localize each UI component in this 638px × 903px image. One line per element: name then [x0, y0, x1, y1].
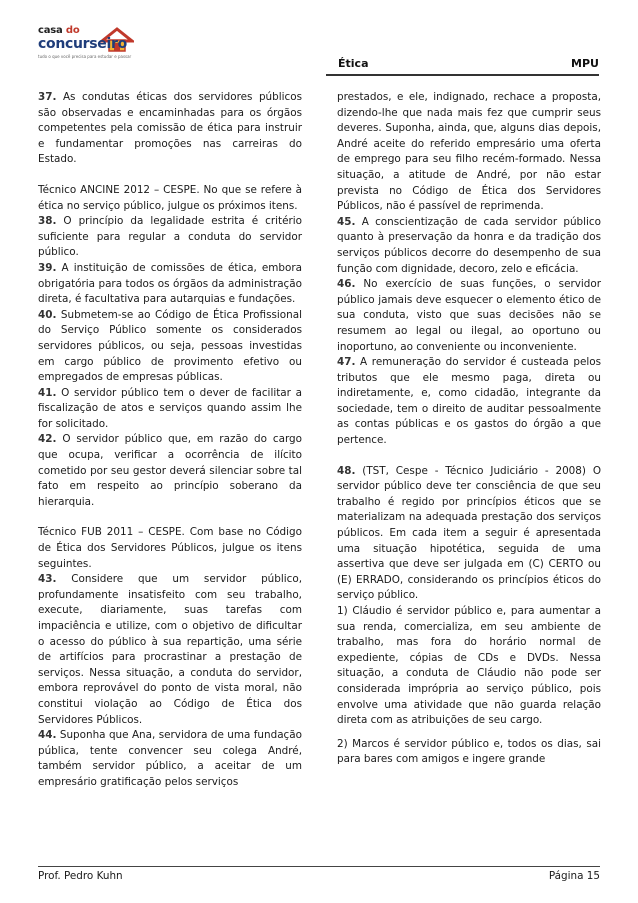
- footer-divider: [38, 866, 600, 867]
- question-item: [38, 572, 302, 728]
- text-paragraph: [337, 90, 601, 215]
- question-number: 38.: [38, 215, 57, 228]
- question-item: [38, 386, 302, 433]
- question-item: [337, 355, 601, 449]
- paragraph-text: Técnico ANCINE 2012 – CESPE. No que se refere à ética no serviço público, julgue os próximos itens.: [38, 183, 302, 212]
- header-subject: Ética: [338, 57, 369, 70]
- text-paragraph: [337, 737, 601, 768]
- question-item: [38, 728, 302, 790]
- paragraph-text: Submetem-se ao Código de Ética Profissional do Serviço Público somente os considerados servidores públicos, ou seja, pessoas investidas em cargo público de provimento efetivo ou empregados de empresas públicas.: [38, 308, 302, 384]
- logo-line2: concurseiro: [38, 36, 127, 52]
- paragraph-text: A instituição de comissões de ética, embora obrigatória para todos os órgãos da administração direta, é facultativa para autarquias e fundações.: [38, 261, 302, 306]
- paragraph-text: O princípio da legalidade estrita é critério suficiente para regular a conduta do servidor público.: [38, 215, 302, 259]
- paragraph-text: O servidor público tem o dever de facilitar a fiscalização de atos e serviços quando assim lhe for solicitado.: [38, 386, 302, 430]
- question-number: 37.: [38, 91, 57, 103]
- footer-page-number: Página 15: [548, 870, 600, 882]
- paragraph-gap: [337, 449, 601, 464]
- question-number: 41.: [38, 386, 57, 399]
- question-item: [38, 261, 302, 308]
- question-number: 46.: [337, 278, 356, 291]
- question-item: [38, 90, 302, 168]
- question-number: 44.: [38, 729, 57, 742]
- question-number: 45.: [337, 215, 356, 228]
- question-item: [38, 214, 302, 261]
- question-number: 48.: [337, 464, 356, 477]
- paragraph-gap: [337, 729, 601, 737]
- question-number: 42.: [38, 433, 57, 446]
- paragraph-text: Suponha que Ana, servidora de uma fundação pública, tente convencer seu colega André, também servidor público, a aceitar de um empresário gratificação pelos serviços: [38, 729, 302, 788]
- paragraph-text: 1) Cláudio é servidor público e, para aumentar a sua renda, comercializa, em seu ambiente de trabalho, mas fora do horário normal de expediente, cópias de CDs e DVDs. Nessa situação, a conduta de Cláudio não pode ser considerada imprópria ao serviço público, pois envolve uma atividade que não guarda relação direta com as atribuições de seu cargo.: [337, 605, 601, 727]
- paragraph-text: No exercício de suas funções, o servidor público jamais deve esquecer o elemento ético de sua conduta, visto que suas decisões não se resumem ao legal ou ilegal, ao oportuno ou inoportuno, ao conveniente ou inconveniente.: [337, 278, 601, 353]
- logo-line1: casa do: [38, 25, 80, 36]
- question-item: [337, 277, 601, 355]
- question-item: [337, 464, 601, 604]
- left-column: [38, 90, 302, 791]
- paragraph-gap: [38, 168, 302, 183]
- text-paragraph: [38, 183, 302, 214]
- question-number: 40.: [38, 308, 57, 321]
- paragraph-text: A remuneração do servidor é custeada pelos tributos que ele mesmo paga, direta ou indiretamente, e, como cidadão, integrante da sociedade, tem o direito de auditar pessoalmente as contas públicas e os gastos do órgão a que pertence.: [337, 356, 601, 447]
- header-divider: [326, 74, 599, 76]
- paragraph-text: prestados, e ele, indignado, rechace a proposta, dizendo-lhe que nada mais fez que cumprir seus deveres. Suponha, ainda, que, alguns dias depois, André aceite do referido empresário uma oferta de emprego para seu filho recém-formado. Nessa situação, a atitude de André, por não estar prevista no Código de Ética dos Servidores Públicos, não é passível de reprimenda.: [337, 91, 601, 213]
- paragraph-text: 2) Marcos é servidor público e, todos os dias, sai para bares com amigos e ingere grande: [337, 737, 601, 766]
- text-paragraph: [38, 525, 302, 572]
- question-number: 39.: [38, 261, 57, 274]
- page-header: [326, 57, 599, 71]
- question-number: 47.: [337, 356, 356, 369]
- paragraph-text: A conscientização de cada servidor público quanto à preservação da honra e da tradição dos serviços públicos decorre do desempenho de sua função com dignidade, decoro, zelo e eficácia.: [337, 215, 601, 275]
- paragraph-text: O servidor público que, em razão do cargo que ocupa, verificar a ocorrência de ilícito cometido por seu gestor deverá silenciar sobre tal fato em respeito ao princípio soberano da hierarquia.: [38, 433, 302, 508]
- paragraph-gap: [38, 510, 302, 525]
- question-item: [38, 432, 302, 510]
- paragraph-text: As condutas éticas dos servidores públicos são observadas e encaminhadas para os órgãos competentes pela comissão de ética para instruir e fundamentar promoções nas carreiras do Estado.: [38, 91, 302, 166]
- question-number: 43.: [38, 573, 57, 586]
- question-item: [337, 215, 601, 277]
- right-column: [337, 90, 601, 768]
- paragraph-text: (TST, Cespe - Técnico Judiciário - 2008) O servidor público deve ter consciência de que seu trabalho é regido por princípios éticos que se materializam na adequada prestação dos serviços públicos. Em cada item a seguir é apresentada uma situação hipotética, seguida de uma assertiva que deve ser julgada em (C) CERTO ou (E) ERRADO, considerando os princípios éticos do serviço público.: [337, 464, 601, 602]
- paragraph-text: Considere que um servidor público, profundamente insatisfeito com seu trabalho, execute, diariamente, suas tarefas com impaciência e utilize, com o objetivo de dificultar o acesso do público à sua repartição, uma série de artifícios para procrastinar a prestação de serviços. Nessa situação, a conduta do servidor, embora reprovável do ponto de vista moral, não constitui violação ao Código de Ética dos Servidores Públicos.: [38, 573, 302, 726]
- text-paragraph: [337, 604, 601, 729]
- question-item: [38, 308, 302, 386]
- paragraph-text: Técnico FUB 2011 – CESPE. Com base no Código de Ética dos Servidores Públicos, julgue os itens seguintes.: [38, 526, 302, 570]
- logo: [38, 25, 138, 65]
- footer-author: Prof. Pedro Kuhn: [38, 870, 123, 882]
- logo-tagline: tudo o que você precisa para estudar e passar: [38, 54, 132, 59]
- header-org: MPU: [571, 57, 599, 70]
